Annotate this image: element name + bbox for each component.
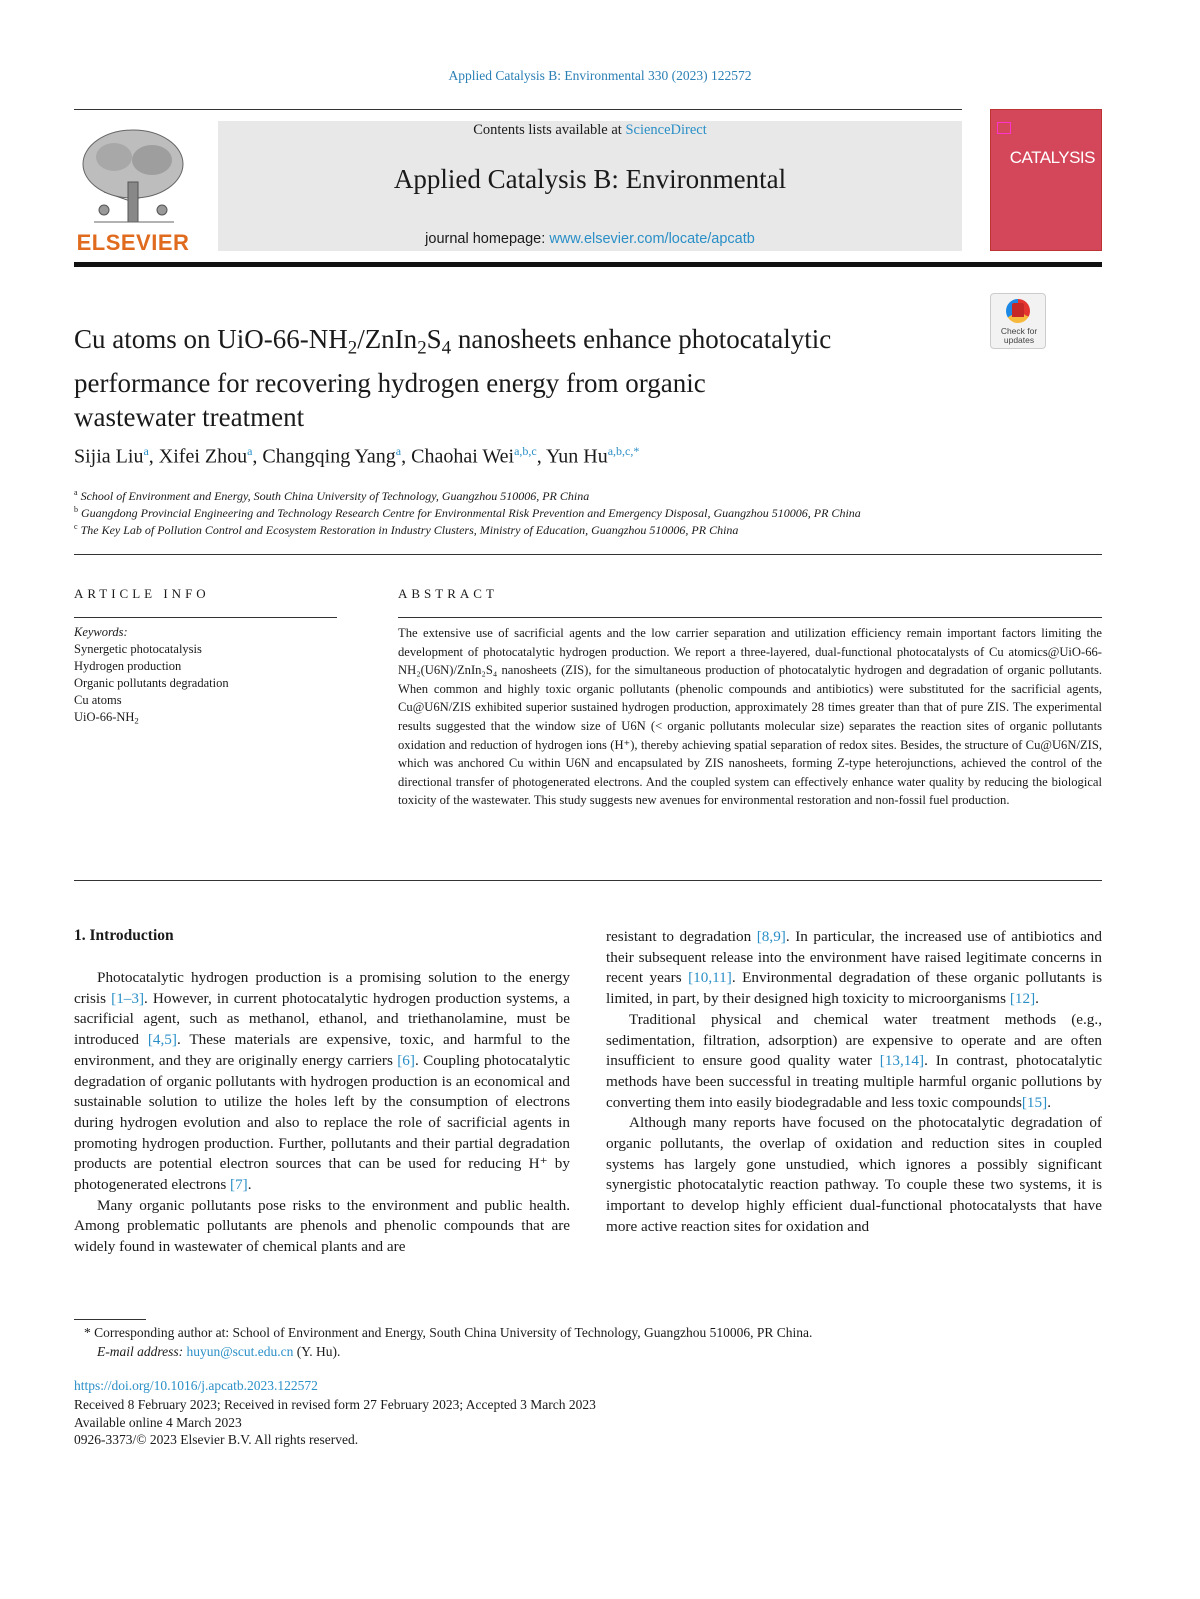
affiliation-b <box>74 505 861 521</box>
author-affiliation-mark[interactable]: a <box>247 444 253 458</box>
title-line-3: wastewater treatment <box>74 401 305 432</box>
text-run: Traditional physical and chemical water treatment methods (e.g., sedimentation, filtration, adsorption) are expensive to operate and are often insufficient to ensure good quality water <box>606 1010 1102 1070</box>
text-run: resistant to degradation <box>606 928 757 945</box>
citation-link[interactable]: [10,11] <box>688 969 732 987</box>
title-sub: 4 <box>441 337 452 359</box>
keyword-sub: 2 <box>134 715 139 726</box>
article-info-rule <box>74 617 337 618</box>
keyword[interactable]: Organic pollutants degradation <box>74 676 229 690</box>
citation-link[interactable]: [7] <box>230 1176 248 1194</box>
keyword[interactable]: Cu atoms <box>74 693 122 707</box>
check-for-updates-badge[interactable] <box>990 293 1046 349</box>
affiliation-mark: b <box>74 505 78 514</box>
abstract-bottom-rule <box>74 880 1102 881</box>
abstract-rule <box>398 617 1102 618</box>
journal-cover[interactable] <box>990 109 1102 251</box>
citation-link[interactable]: [13,14] <box>879 1052 925 1070</box>
affiliation-rule <box>74 554 1102 555</box>
cover-decoration <box>997 122 1011 134</box>
title-sub: 2 <box>347 337 358 359</box>
body-column-left <box>74 968 570 1258</box>
paragraph <box>606 1113 1102 1237</box>
affiliation-mark: a <box>74 488 78 497</box>
paragraph <box>74 1196 570 1258</box>
text-run: Photocatalytic hydrogen production is a promising solution to the energy crisis <box>74 969 570 1007</box>
citation-link[interactable]: [1–3] <box>111 989 145 1007</box>
author-name[interactable]: Changqing Yang <box>262 445 396 468</box>
text-run: Many organic pollutants pose risks to the environment and public health. Among problematic pollutants are phenols and phenolic compounds that are widely found in wastewater of chemical plants and are <box>74 1196 570 1256</box>
email-footnote <box>97 1344 340 1360</box>
affiliation-c <box>74 522 738 538</box>
title-part: nanosheets enhance photocatalytic <box>451 324 832 354</box>
author-name[interactable]: Sijia Liu <box>74 445 144 468</box>
homepage-prefix: journal homepage: <box>425 231 550 247</box>
text-run: . These materials are expensive, toxic, and harmful to the environment, and they are originally energy carriers <box>74 1031 570 1069</box>
abstract-heading: ABSTRACT <box>398 586 498 601</box>
text-run: . <box>247 1176 252 1194</box>
affiliation-text: Guangdong Provincial Engineering and Technology Research Centre for Environmental Risk Prevention and Emergency Disposal, Guangzhou 510006, PR China <box>81 506 861 520</box>
title-part: S <box>426 324 442 354</box>
available-online: Available online 4 March 2023 <box>74 1415 242 1430</box>
footnote-rule <box>74 1319 146 1320</box>
asterisk-mark: * <box>84 1325 95 1340</box>
article-title <box>74 322 974 434</box>
header-thick-rule <box>74 262 1102 267</box>
citation-link[interactable]: [4,5] <box>147 1031 177 1049</box>
check-updates-label: Check for updates <box>1000 326 1038 345</box>
text-run: Although many reports have focused on the photocatalytic degradation of organic pollutants, the overlap of oxidation and reduction sites in coupled systems has largely gone unstudied, which ignores a possibly significant synergistic photocatalytic reaction pathway. To couple these two systems, it is important to develop highly efficient dual-functional photocatalysts that have more active reaction sites for oxidation and <box>606 1114 1102 1235</box>
keyword[interactable]: Hydrogen production <box>74 659 182 673</box>
author-affiliation-mark[interactable]: a <box>395 444 402 458</box>
title-line-2: performance for recovering hydrogen energy from organic <box>74 367 706 398</box>
elsevier-wordmark: ELSEVIER <box>76 230 190 255</box>
author-name[interactable]: Yun Hu <box>546 445 608 468</box>
contents-line <box>218 122 962 139</box>
sciencedirect-link[interactable]: ScienceDirect <box>625 122 707 138</box>
journal-reference[interactable]: Applied Catalysis B: Environmental 330 (2023) 122572 <box>448 68 752 83</box>
copyright-line: 0926-3373/© 2023 Elsevier B.V. All rights reserved. <box>74 1432 359 1447</box>
paragraph <box>74 968 570 1196</box>
bookmark-icon <box>1012 303 1024 317</box>
homepage-line <box>218 231 962 247</box>
homepage-link[interactable]: www.elsevier.com/locate/apcatb <box>549 231 755 247</box>
text-run: . In particular, the increased use of antibiotics and their subsequent release into the environment have raised legitimate concerns in recent years <box>606 928 1102 987</box>
introduction-heading: 1. Introduction <box>74 927 174 944</box>
keywords-block <box>74 624 229 730</box>
doi-link[interactable]: https://doi.org/10.1016/j.apcatb.2023.122572 <box>74 1378 318 1393</box>
article-info-heading: ARTICLE INFO <box>74 586 210 601</box>
text-run: . <box>1047 1093 1051 1111</box>
affiliation-a <box>74 488 589 504</box>
affiliation-text: The Key Lab of Pollution Control and Ecosystem Restoration in Industry Clusters, Ministry of Education, Guangzhou 510006, PR China <box>80 523 739 537</box>
title-part: Cu atoms on UiO-66-NH <box>74 324 348 354</box>
citation-link[interactable]: [12] <box>1009 990 1036 1008</box>
keywords-label: Keywords: <box>74 625 128 639</box>
author-name[interactable]: Xifei Zhou <box>158 445 248 468</box>
email-link[interactable]: huyun@scut.edu.cn <box>186 1344 294 1359</box>
citation-link[interactable]: [6] <box>397 1051 415 1069</box>
author-name[interactable]: Chaohai Wei <box>411 445 515 468</box>
citation-link[interactable]: [8,9] <box>756 928 786 945</box>
header-rule <box>74 109 962 110</box>
text-run: . <box>1035 990 1039 1008</box>
affiliation-text: School of Environment and Energy, South China University of Technology, Guangzhou 510006, PR China <box>80 489 590 503</box>
contents-prefix: Contents lists available at <box>473 122 626 138</box>
abstract-text: The extensive use of sacrificial agents and the low carrier separation and utilization efficiency remain important factors limiting the development of photocatalytic hydrogen production. We report a three-layered, dual-functional photocatalysts of Cu atomics@UiO-66-NH₂(U6N)/ZnIn₂S₄ nanosheets (ZIS), for the simultaneous production of photocatalytic hydrogen and degradation of organic pollutants. When common and highly toxic organic pollutants (phenolic compounds and antibiotics) were substituted for the sacrificial agents, Cu@U6N/ZIS exhibited superior sustained hydrogen production, approximately 28 times greater than that of pure ZIS. The experimental results suggested that the window size of U6N (< organic pollutants molecular size) separates the reaction sites of organic pollutants oxidation and reduction of hydrogen ions (H⁺), thereby achieving spatial separation of redox sites. Besides, the structure of Cu@U6N/ZIS, which was anchored Cu within U6N and encapsulated by ZIS nanosheets, forming Z-type heterojunctions, achieved the control of the directional transfer of photogenerated electrons. And the coupled system can effectively enhance water quality by reducing the biological toxicity of the wastewater. This study suggests new avenues for environmental restoration and non-fossil fuel production. <box>398 626 1102 808</box>
corresponding-footnote <box>84 1325 812 1341</box>
received-dates: Received 8 February 2023; Received in revised form 27 February 2023; Accepted 3 March 2023 <box>74 1397 596 1412</box>
email-suffix: (Y. Hu). <box>293 1344 341 1359</box>
citation-link[interactable]: [15] <box>1021 1093 1048 1111</box>
cover-title: CATALYSIS <box>1009 148 1095 167</box>
text-run: . Environmental degradation of these organic pollutants is limited, in part, by their designed high toxicity to microorganisms <box>606 969 1102 1008</box>
author-affiliation-mark[interactable]: a,b,c <box>514 444 537 458</box>
affiliation-mark: c <box>74 522 78 531</box>
author-list: Sijia Liu$^a$, Xifei Zhou$^a$, Changqing Yang$^a$, Chaohai Wei$^{a,b,c}$, Yun $Hu^{a,b,c,*}$ <box>74 444 640 468</box>
keyword[interactable]: Synergetic photocatalysis <box>74 642 202 656</box>
title-part: /ZnIn <box>357 324 418 354</box>
author-affiliation-mark[interactable]: a <box>143 444 149 458</box>
email-label: E-mail address: <box>97 1344 184 1359</box>
text-run: . However, in current photocatalytic hydrogen production systems, a sacrificial agent, such as methanol, ethanol, and triethanolamine, must be introduced <box>74 989 570 1049</box>
text-run: . In contrast, photocatalytic methods have been successful in treating multiple harmful organic pollutions by converting them into easily biodegradable and less toxic compounds <box>606 1052 1102 1111</box>
keyword[interactable]: UiO-66-NH <box>74 710 135 724</box>
corresponding-text: Corresponding author at: School of Environment and Energy, South China University of Technology, Guangzhou 510006, PR China. <box>94 1325 813 1340</box>
body-column-right <box>606 927 1102 1238</box>
text-run: . Coupling photocatalytic degradation of organic pollutants with hydrogen production is an economical and sustainable solution to utilize the holes left by the consumption of electrons during hydrogen evolution and also to replace the role of sacrificial agents in promoting hydrogen production. Further, pollutants and their partial degradation products are potential electron sources that can be used for reducing H⁺ by photogenerated electrons <box>74 1051 570 1194</box>
author-affiliation-mark[interactable]: a,b,c,* <box>607 444 640 458</box>
paragraph <box>606 1010 1102 1114</box>
title-sub: 2 <box>417 337 427 359</box>
paragraph <box>606 927 1102 1010</box>
journal-title: Applied Catalysis B: Environmental <box>393 164 787 194</box>
